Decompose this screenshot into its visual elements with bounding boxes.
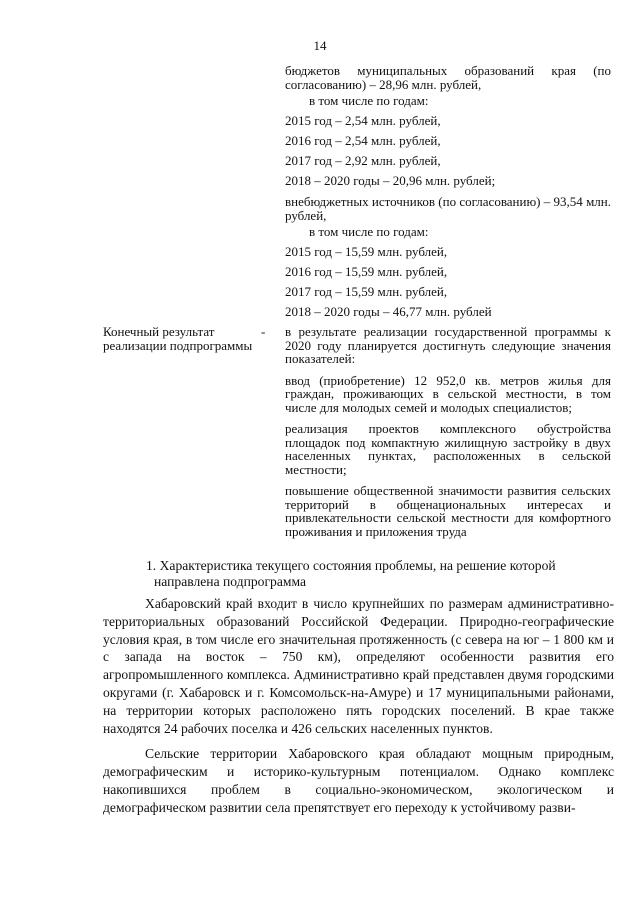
passport-table <box>103 64 613 538</box>
extrabudgetary-year-line: 2015 год – 15,59 млн. рублей, <box>285 244 448 259</box>
funding-row <box>103 64 613 322</box>
result-row <box>103 325 613 538</box>
result-item: ввод (приобретение) 12 952,0 кв. метров жилья для граждан, проживающих в сельской местности, в том числе для молодых семей и молодых специалистов; <box>285 372 611 415</box>
result-dash: - <box>261 324 266 339</box>
extrabudgetary-year-line: 2017 год – 15,59 млн. рублей, <box>285 284 448 299</box>
section-heading-line: направлена подпрограмма <box>154 574 307 589</box>
body-text <box>103 595 614 817</box>
paragraph: Сельские территории Хабаровского края обладают мощным природным, демографическим и историко-культурным потенциалом. Однако комплекс накопившихся проблем в социально-экономическом, экологическом и демографическом развитии села препятствует его переходу к устойчивому разви- <box>103 746 614 815</box>
municipal-year-line: 2018 – 2020 годы – 20,96 млн. рублей; <box>285 173 496 188</box>
municipal-year-line: 2017 год – 2,92 млн. рублей, <box>285 153 441 168</box>
funding-details <box>285 64 611 322</box>
page-number: 14 <box>313 38 327 53</box>
municipal-budget-text: бюджетов муниципальных образований края (по согласованию) – 28,96 млн. рублей, <box>285 63 611 92</box>
result-item: повышение общественной значимости развития сельских территорий в общенациональных интересах и привлекательности сельской местности для комфортного проживания и приложения труда <box>285 483 611 539</box>
section-heading-line: 1. Характеристика текущего состояния проблемы, на решение которой <box>146 558 556 573</box>
extrabudgetary-year-line: 2018 – 2020 годы – 46,77 млн. рублей <box>285 304 492 319</box>
section-heading <box>146 558 616 590</box>
result-item: в результате реализации государственной программы к 2020 году планируется достигнуть следующие значения показателей: <box>285 324 611 366</box>
extrabudgetary-text: внебюджетных источников (по согласованию) – 93,54 млн. рублей, <box>285 194 611 223</box>
municipal-year-line: 2015 год – 2,54 млн. рублей, <box>285 113 441 128</box>
paragraph: Хабаровский край входит в число крупнейших по размерам административно-территориальных образований Российской Федерации. Природно-географические условия края, в том числе его значительная протяженность (с севера на юг – 1 800 км и с запада на восток – 750 км), определяют особенности развития его агропромышленного комплекса. Административно край представлен двумя городскими округами (г. Хабаровск и г. Комсомольск-на-Амуре) и 17 муниципальными районами, на территории которых расположено пять городских поселений. В крае также находятся 24 рабочих поселка и 426 сельских населенных пунктов. <box>103 596 614 736</box>
result-item: реализация проектов комплексного обустройства площадок под компактную жилищную застройку в двух населенных пунктах, расположенных в сельской местности; <box>285 421 611 477</box>
result-items <box>285 325 611 538</box>
by-years-label: в том числе по годам: <box>309 93 429 108</box>
result-label: Конечный результат реализации подпрограммы <box>103 324 253 353</box>
by-years-label: в том числе по годам: <box>309 224 429 239</box>
extrabudgetary-year-line: 2016 год – 15,59 млн. рублей, <box>285 264 448 279</box>
municipal-year-line: 2016 год – 2,54 млн. рублей, <box>285 133 441 148</box>
